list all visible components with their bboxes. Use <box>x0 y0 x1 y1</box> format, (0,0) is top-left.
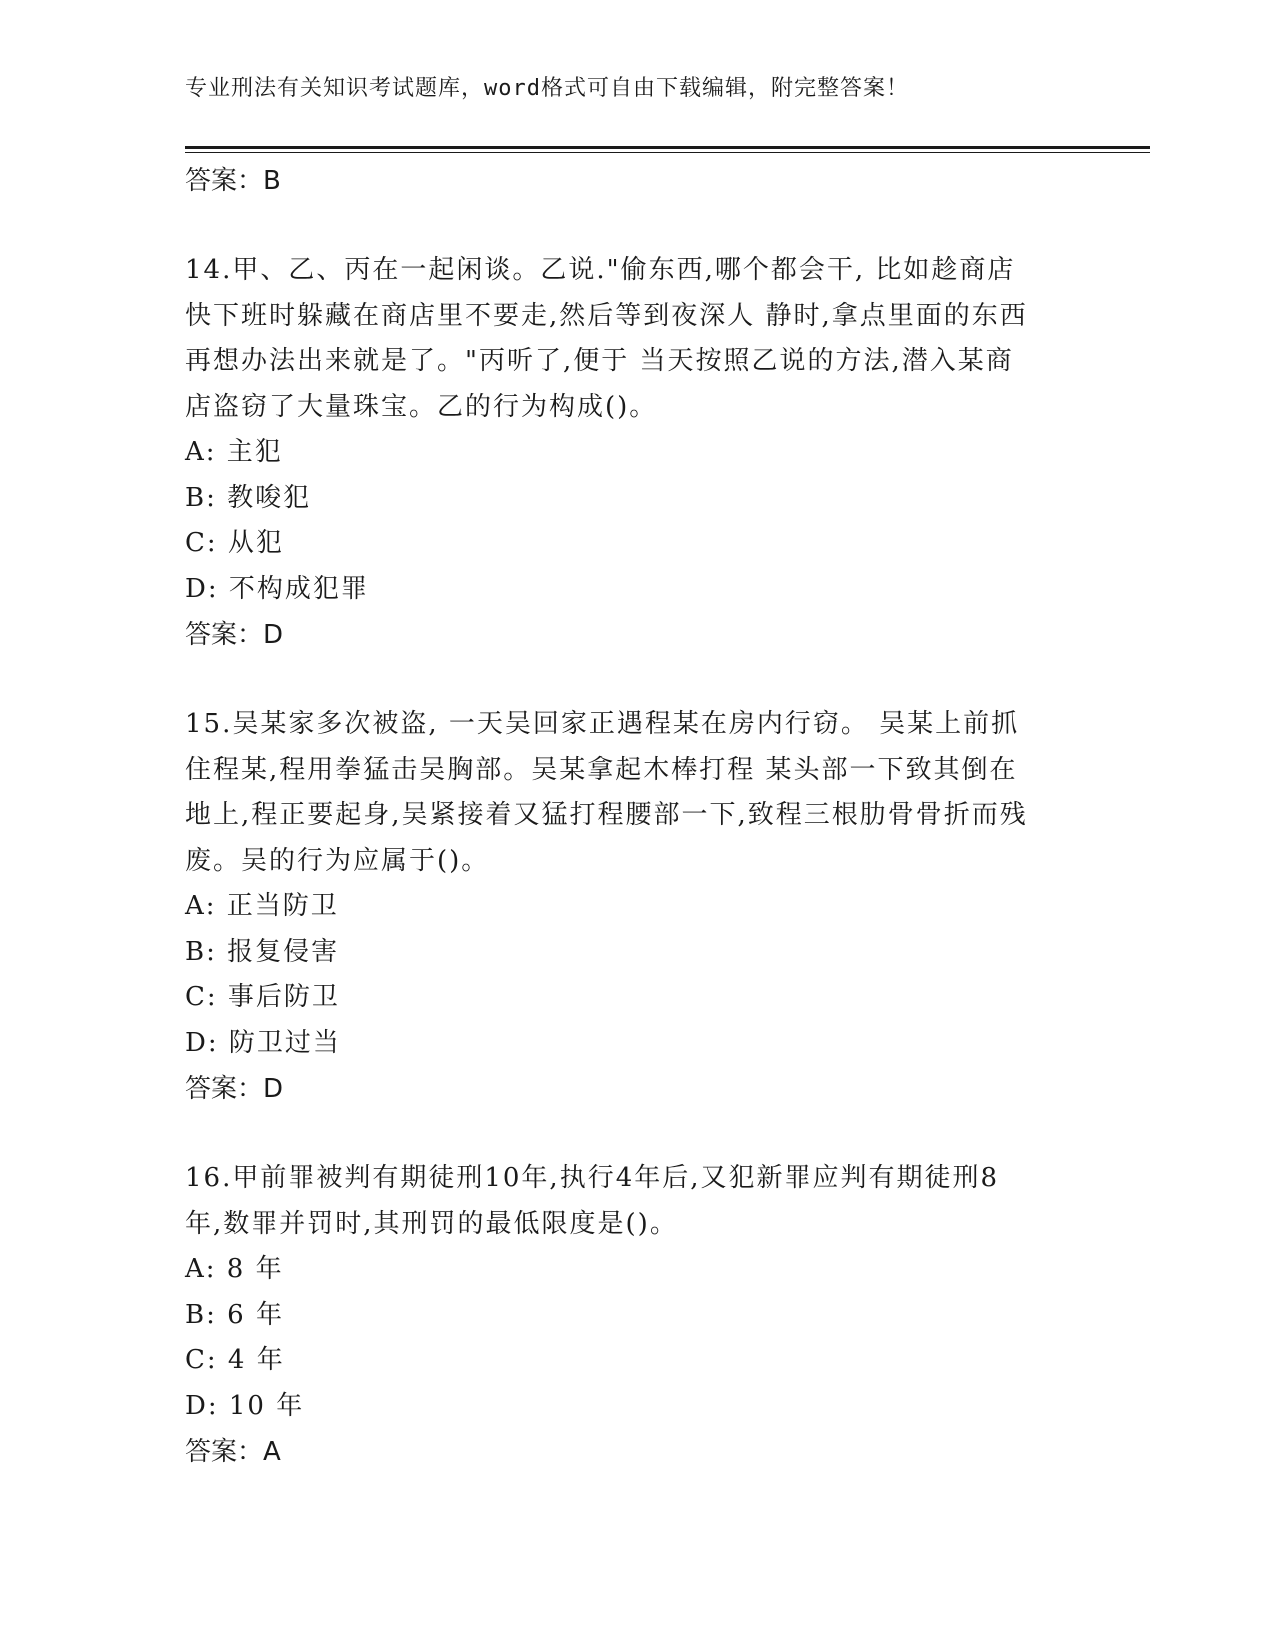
stem-line: 年,数罪并罚时,其刑罚的最低限度是()。 <box>185 1208 678 1239</box>
stem-line: 地上,程正要起身,吴紧接着又猛打程腰部一下,致程三根肋骨骨折而残 <box>185 800 1028 830</box>
page-header: 专业刑法有关知识考试题库，word格式可自由下载编辑，附完整答案！ <box>185 76 909 101</box>
option-a: A: 正当防卫 <box>185 891 339 921</box>
option-c: C: 从犯 <box>185 528 284 558</box>
stem-line: 16.甲前罪被判有期徒刑10年,执行4年后,又犯新罪应判有期徒刑8 <box>185 1163 1000 1193</box>
question-list <box>185 158 1085 1475</box>
option-d: D: 防卫过当 <box>185 1027 341 1058</box>
question-15 <box>185 702 1085 1112</box>
option-b: B: 报复侵害 <box>185 936 340 967</box>
stem-line: 15.吴某家多次被盗, 一天吴回家正遇程某在房内行窃。 吴某上前抓 <box>185 709 1020 739</box>
question-stem <box>185 1156 1085 1247</box>
header-rule-thick <box>185 146 1150 149</box>
question-16 <box>185 1156 1085 1475</box>
stem-line: 快下班时躲藏在商店里不要走,然后等到夜深人 静时,拿点里面的东西 <box>185 300 1028 331</box>
question-stem <box>185 702 1085 884</box>
question-stem <box>185 248 1085 430</box>
option-d: D: 10 年 <box>185 1390 305 1421</box>
stem-line: 废。吴的行为应属于()。 <box>185 845 490 876</box>
stem-line: 店盗窃了大量珠宝。乙的行为构成()。 <box>185 391 658 422</box>
answer-line: 答案：A <box>185 1437 281 1467</box>
option-c: C: 事后防卫 <box>185 982 340 1012</box>
option-b: B: 教唆犯 <box>185 482 312 513</box>
option-a: A: 主犯 <box>185 437 283 467</box>
answer-line: 答案：D <box>185 1074 284 1104</box>
option-a: A: 8 年 <box>185 1254 284 1284</box>
header-rule-thin <box>185 152 1150 153</box>
option-b: B: 6 年 <box>185 1299 284 1330</box>
answer-line: 答案：D <box>185 620 284 650</box>
option-c: C: 4 年 <box>185 1345 285 1375</box>
option-d: D: 不构成犯罪 <box>185 573 369 604</box>
answer-line: 答案：B <box>185 166 281 196</box>
stem-line: 再想办法出来就是了。"丙听了,便于 当天按照乙说的方法,潜入某商 <box>185 346 1014 376</box>
stem-line: 14.甲、乙、丙在一起闲谈。乙说."偷东西,哪个都会干, 比如趁商店 <box>185 255 1016 285</box>
question-14 <box>185 248 1085 658</box>
stem-line: 住程某,程用拳猛击吴胸部。吴某拿起木棒打程 某头部一下致其倒在 <box>185 754 1018 785</box>
